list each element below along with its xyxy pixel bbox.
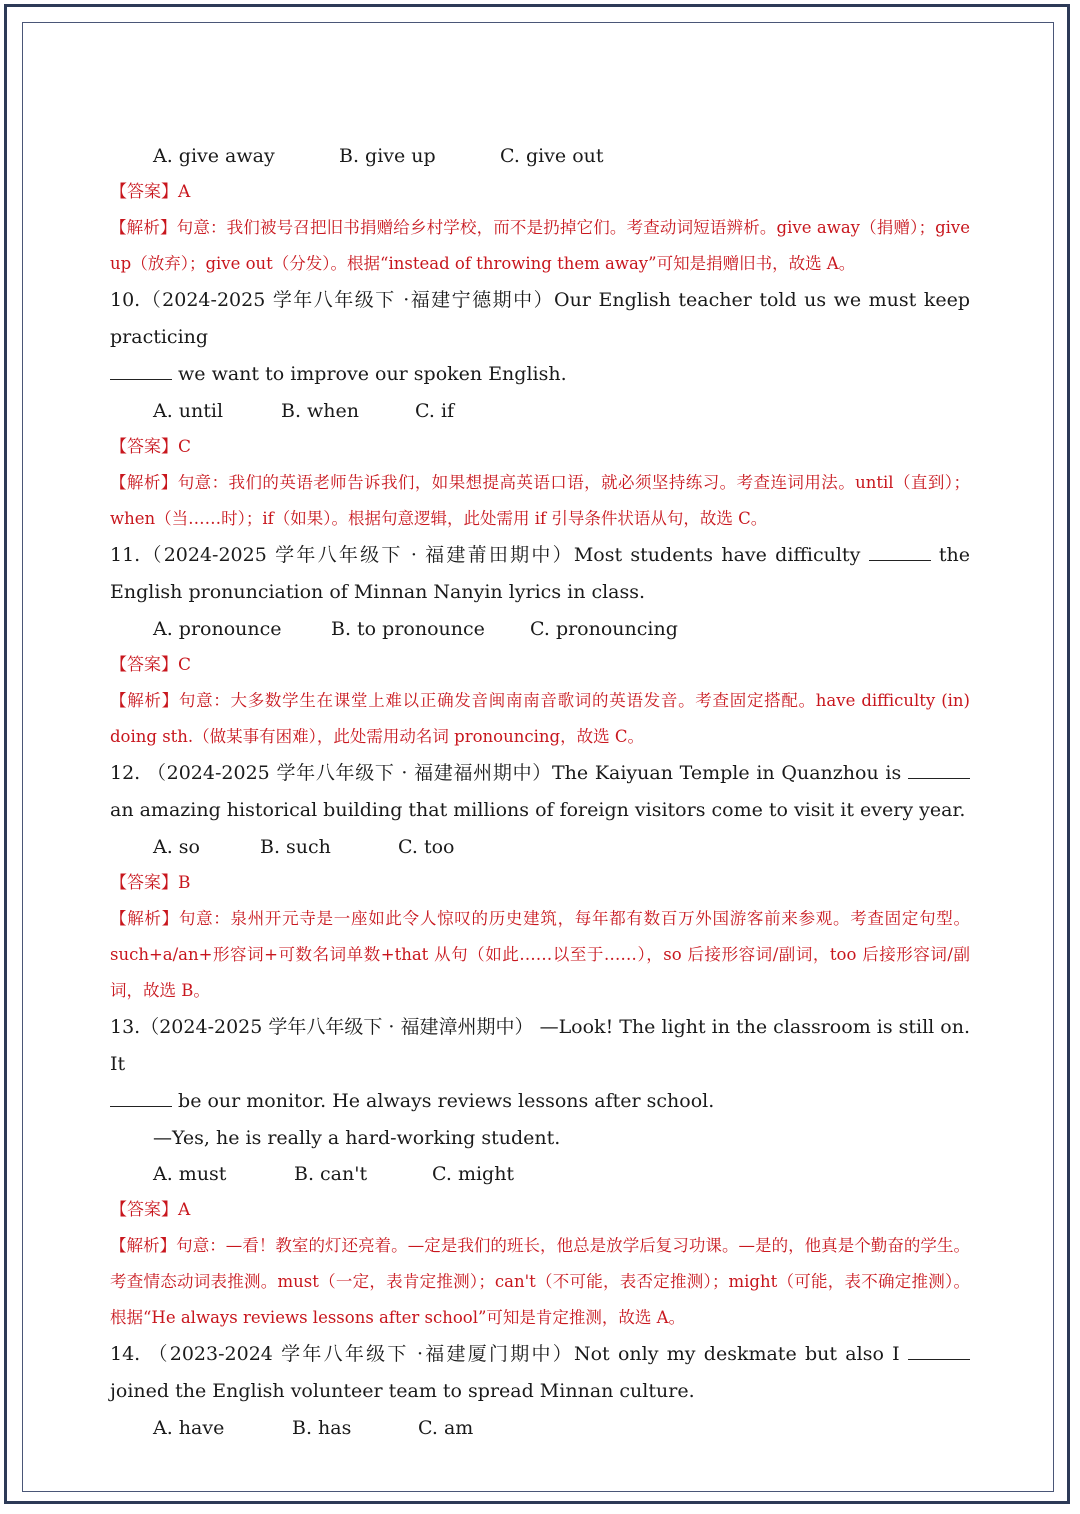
q14-options [110, 1410, 970, 1446]
q11-answer: 【答案】C [110, 655, 192, 675]
q10-option-b: B. when [281, 400, 360, 422]
q10-stem [110, 282, 970, 393]
q10-options [110, 393, 970, 429]
q14-option-b: B. has [292, 1417, 352, 1439]
q13-stem-after: be our monitor. He always reviews lessons after school. [178, 1090, 715, 1112]
q9-explanation: 【解析】句意：我们被号召把旧书捐赠给乡村学校，而不是扔掉它们。考查动词短语辨析。give away（捐赠）；give up（放弃）；give out（分发）。根据“instead of throwing them away”可知是捐赠旧书，故选 A。 [110, 218, 970, 273]
q12-stem [110, 755, 970, 829]
q10-option-c: C. if [415, 400, 455, 422]
q11-stem-before: 11.（2024-2025 学年八年级下 · 福建莆田期中）Most students have difficulty [110, 544, 861, 566]
q13-reply: —Yes, he is really a hard-working student. [153, 1127, 561, 1149]
q11-option-c: C. pronouncing [530, 618, 678, 640]
q12-option-b: B. such [260, 836, 331, 858]
q10-stem-after: we want to improve our spoken English. [178, 363, 567, 385]
q11-stem [110, 537, 970, 611]
q12-options [110, 829, 970, 865]
q13-options [110, 1156, 970, 1192]
q11-option-b: B. to pronounce [331, 618, 485, 640]
q9-option-c: C. give out [500, 145, 604, 167]
q14-blank [908, 1343, 970, 1360]
q12-stem-after: an amazing historical building that millions of foreign visitors come to visit it every year. [110, 799, 966, 821]
q9-answer: 【答案】A [110, 182, 191, 202]
q14-option-a: A. have [153, 1417, 225, 1439]
q13-stem [110, 1009, 970, 1120]
q10-answer: 【答案】C [110, 437, 192, 457]
q11-options [110, 611, 970, 647]
q11-explanation: 【解析】句意：大多数学生在课堂上难以正确发音闽南南音歌词的英语发音。考查固定搭配。have difficulty (in) doing sth.（做某事有困难），此处需用动名词 pronouncing，故选 C。 [110, 691, 970, 746]
q13-stem-before: 13.（2024-2025 学年八年级下 · 福建漳州期中） —Look! The light in the classroom is still on. It [110, 1016, 970, 1075]
q12-blank [908, 762, 970, 779]
q14-stem-before: 14. （2023-2024 学年八年级下 ·福建厦门期中）Not only my deskmate but also I [110, 1343, 900, 1365]
q12-option-c: C. too [398, 836, 455, 858]
q13-option-a: A. must [153, 1163, 227, 1185]
q10-explanation: 【解析】句意：我们的英语老师告诉我们，如果想提高英语口语，就必须坚持练习。考查连词用法。until（直到）；when（当……时）；if（如果）。根据句意逻辑，此处需用 if 引导条件状语从句，故选 C。 [110, 473, 970, 528]
q10-blank [110, 363, 172, 380]
q14-stem [110, 1336, 970, 1410]
q11-option-a: A. pronounce [153, 618, 282, 640]
q13-option-b: B. can't [294, 1163, 368, 1185]
q10-stem-before: 10.（2024-2025 学年八年级下 ·福建宁德期中）Our English teacher told us we must keep practicing [110, 289, 970, 348]
q14-stem-after: joined the English volunteer team to spread Minnan culture. [110, 1380, 695, 1402]
q9-option-a: A. give away [153, 145, 275, 167]
q11-blank [869, 544, 931, 561]
q11-stem-mid: the English pronunciation of Minnan Nanyin lyrics in class. [110, 544, 970, 603]
q12-stem-before: 12. （2024-2025 学年八年级下 · 福建福州期中）The Kaiyuan Temple in Quanzhou is [110, 762, 902, 784]
q10-option-a: A. until [153, 400, 224, 422]
q12-answer: 【答案】B [110, 873, 191, 893]
q13-blank [110, 1090, 172, 1107]
q13-explanation: 【解析】句意：—看！教室的灯还亮着。—定是我们的班长，他总是放学后复习功课。—是的，他真是个勤奋的学生。考查情态动词表推测。must（一定，表肯定推测）；can't（不可能，表否定推测）；might（可能，表不确定推测）。根据“He always reviews lessons after school”可知是肯定推测，故选 A。 [110, 1236, 970, 1327]
document-body [110, 138, 970, 1446]
q9-options [110, 138, 970, 174]
q12-option-a: A. so [153, 836, 200, 858]
q14-option-c: C. am [418, 1417, 474, 1439]
q13-option-c: C. might [432, 1163, 515, 1185]
q13-answer: 【答案】A [110, 1200, 191, 1220]
q9-option-b: B. give up [339, 145, 436, 167]
q12-explanation: 【解析】句意：泉州开元寺是一座如此令人惊叹的历史建筑，每年都有数百万外国游客前来参观。考查固定句型。such+a/an+形容词+可数名词单数+that 从句（如此……以至于……），so 后接形容词/副词，too 后接形容词/副词，故选 B。 [110, 909, 970, 1000]
